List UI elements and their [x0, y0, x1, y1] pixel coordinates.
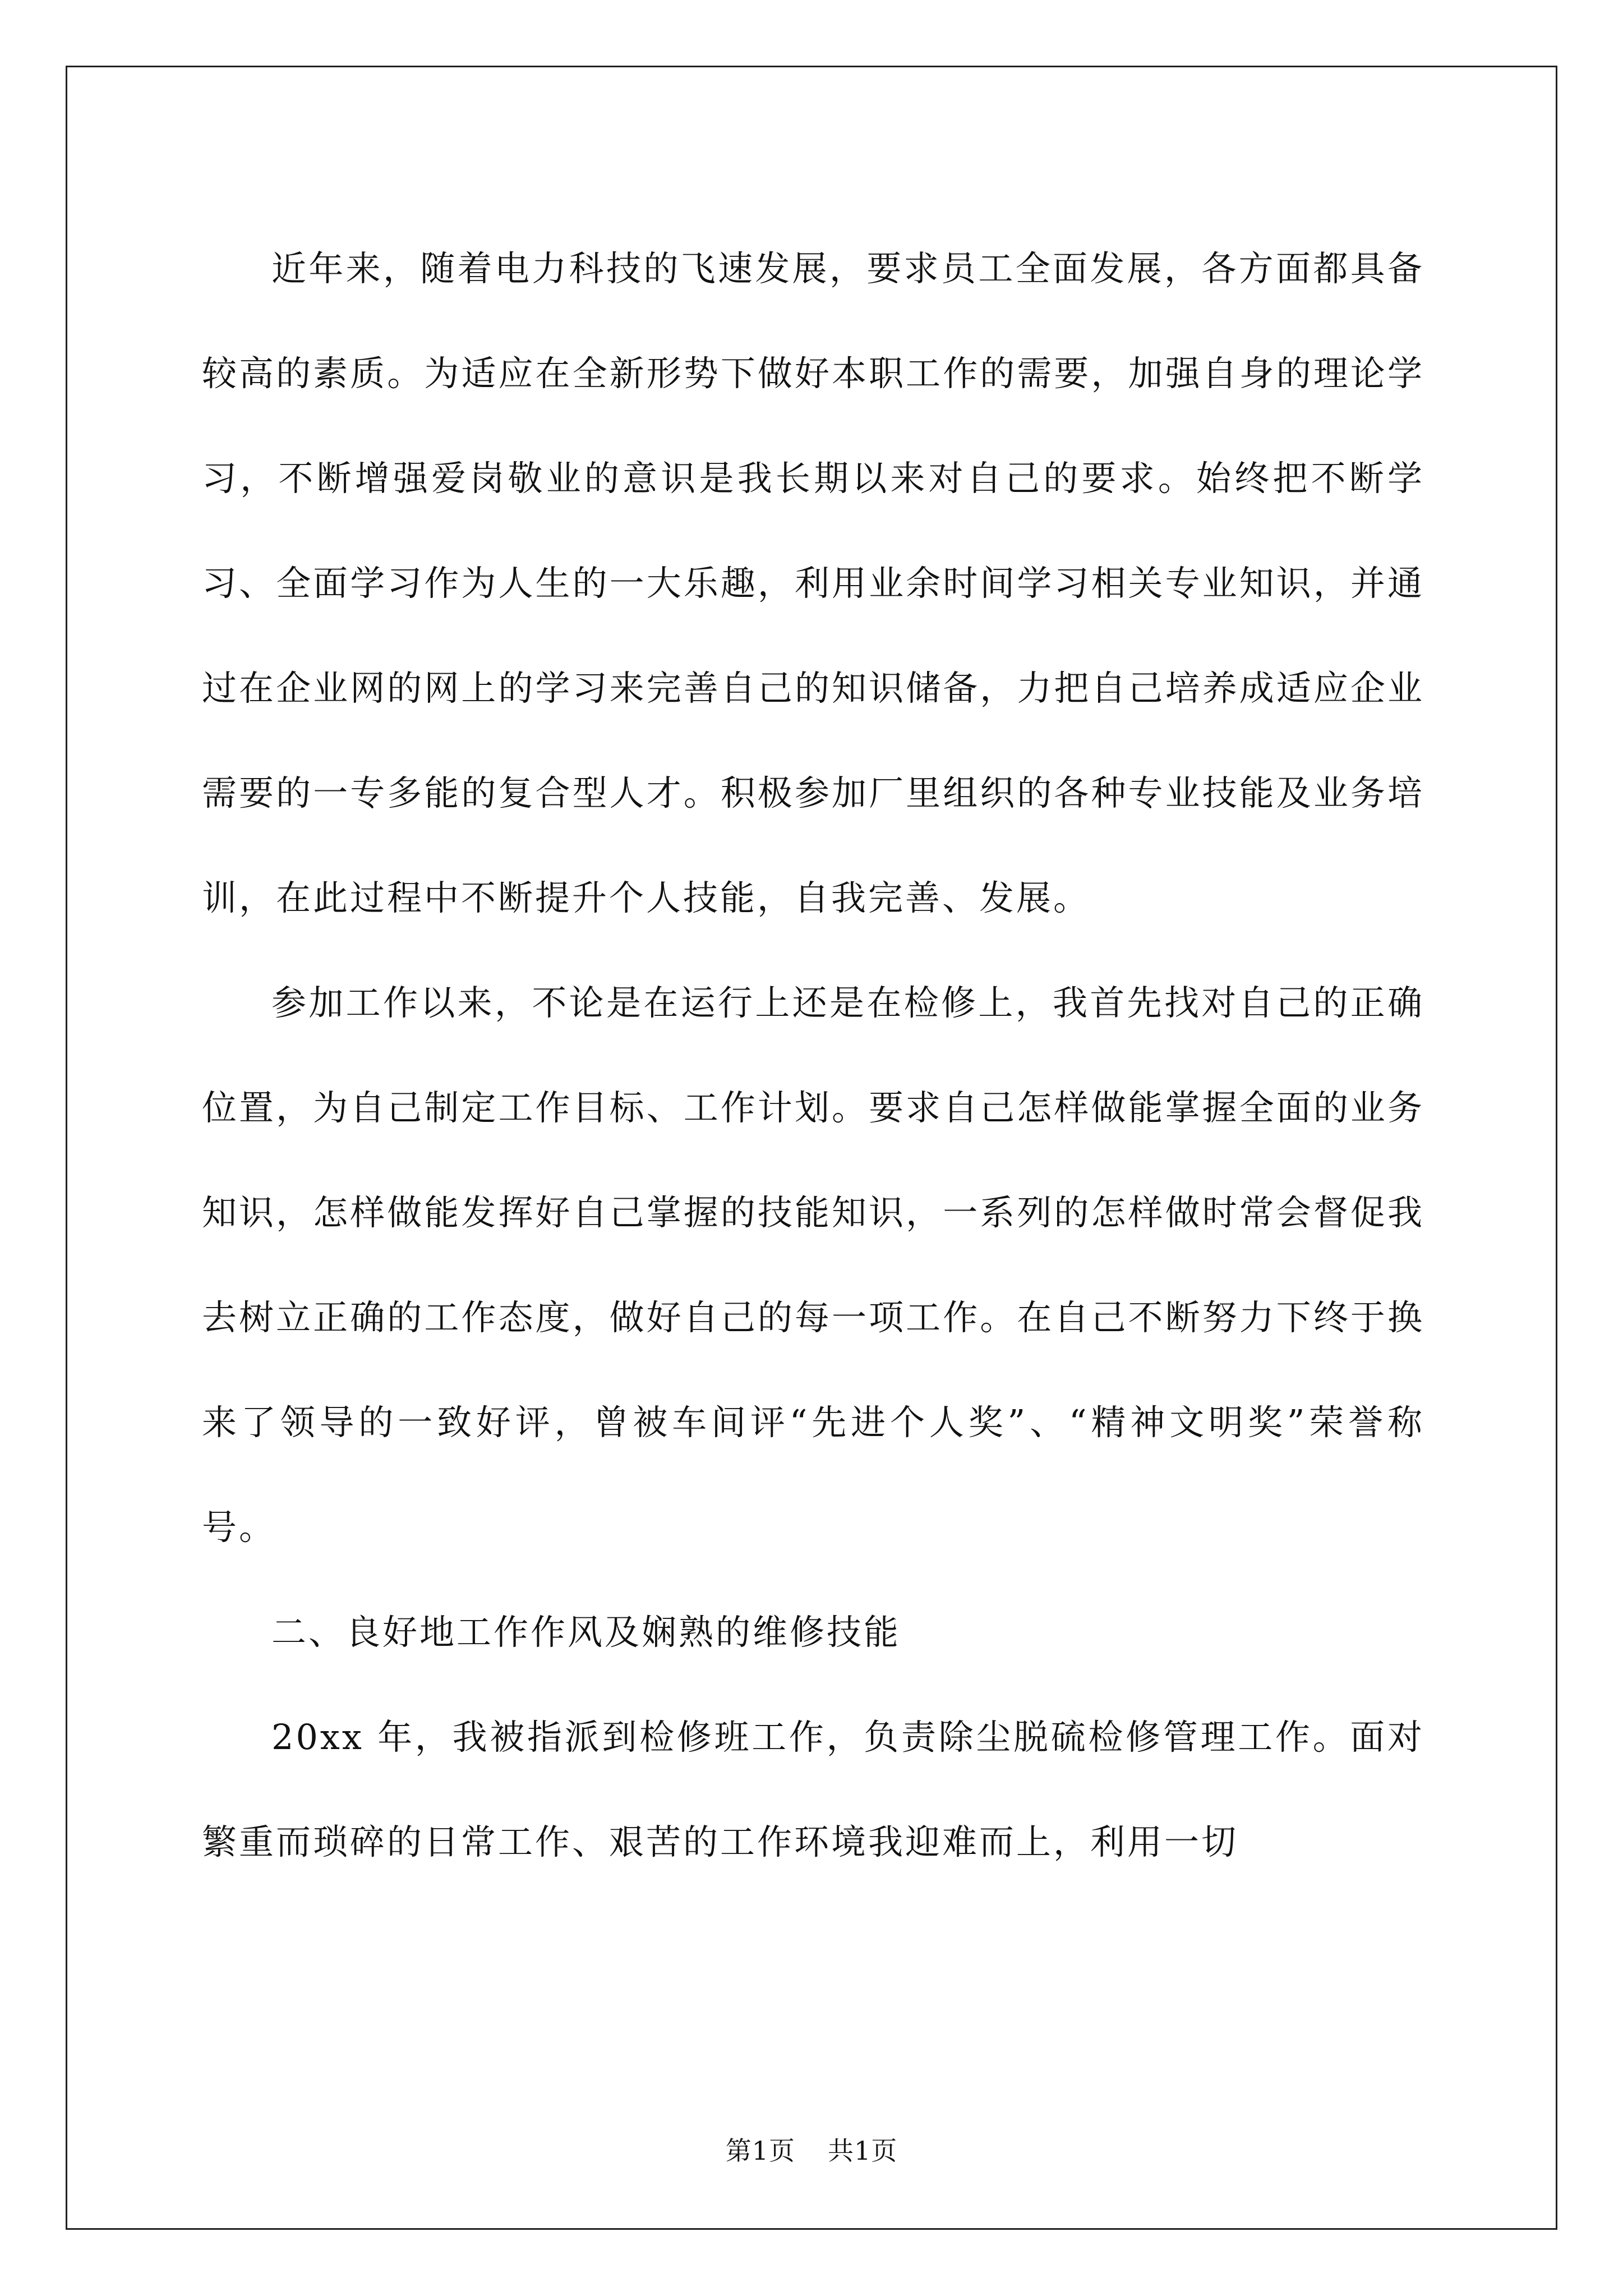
- paragraph-3: 20xx 年，我被指派到检修班工作，负责除尘脱硫检修管理工作。面对繁重而琐碎的日常工作、艰苦的工作环境我迎难而上，利用一切: [202, 1717, 1424, 1862]
- page-number: 第1页: [725, 2136, 795, 2166]
- paragraph-1: 近年来，随着电力科技的飞速发展，要求员工全面发展，各方面都具备较高的素质。为适应在全新形势下做好本职工作的需要，加强自身的理论学习，不断增强爱岗敬业的意识是我长期以来对自己的要求。始终把不断学习、全面学习作为人生的一大乐趣，利用业余时间学习相关专业知识，并通过在企业网的网上的学习来完善自己的知识储备，力把自己培养成适应企业需要的一专多能的复合型人才。积极参加厂里组织的各种专业技能及业务培训，在此过程中不断提升个人技能，自我完善、发展。: [202, 248, 1424, 918]
- page-footer: [0, 2131, 1623, 2168]
- page-total: 共1页: [828, 2136, 898, 2166]
- section-heading: 二、良好地工作作风及娴熟的维修技能: [271, 1612, 901, 1653]
- document-body: [202, 216, 1424, 1894]
- paragraph-2: 参加工作以来，不论是在运行上还是在检修上，我首先找对自己的正确位置，为自己制定工作目标、工作计划。要求自己怎样做能掌握全面的业务知识，怎样做能发挥好自己掌握的技能知识，一系列的怎样做时常会督促我去树立正确的工作态度，做好自己的每一项工作。在自己不断努力下终于换来了领导的一致好评，曾被车间评“先进个人奖”、“精神文明奖”荣誉称号。: [202, 982, 1424, 1548]
